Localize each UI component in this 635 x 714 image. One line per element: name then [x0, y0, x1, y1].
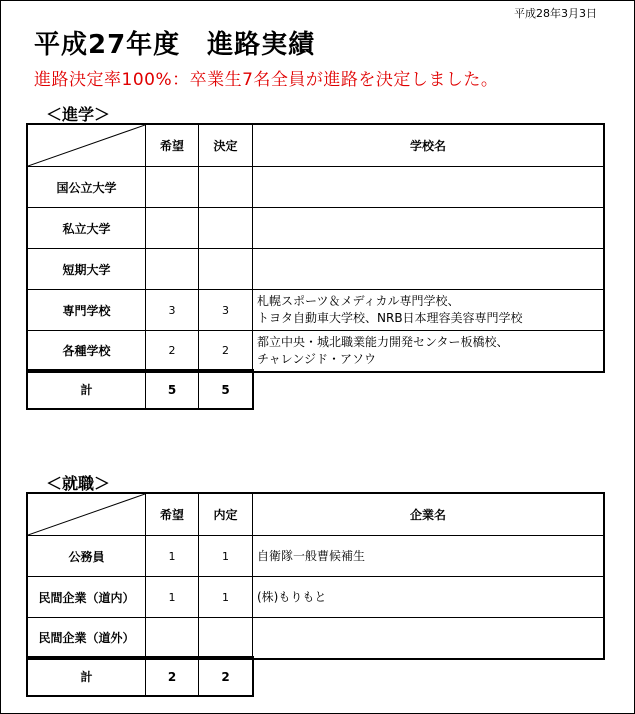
- advance-total-table: [26, 369, 254, 410]
- total-row: [27, 657, 253, 696]
- advance-header-decided: 決定: [199, 124, 253, 167]
- row-decided: [199, 249, 253, 290]
- row-hope: 1: [146, 577, 199, 618]
- row-hope: [146, 618, 199, 659]
- advance-heading: ＜進学＞: [46, 105, 111, 124]
- diagonal-line-icon: [28, 494, 145, 535]
- table-row: [27, 208, 604, 249]
- advance-table: [26, 123, 605, 373]
- row-label: 専門学校: [27, 290, 146, 331]
- table-row: [27, 618, 604, 659]
- row-names: 札幌スポーツ＆メディカル専門学校、 トヨタ自動車大学校、NRB日本理容美容専門学校: [253, 290, 605, 331]
- total-row: [27, 370, 253, 409]
- row-company: 自衛隊一般曹候補生: [253, 536, 605, 577]
- row-names: [253, 208, 605, 249]
- employment-corner-cell: [27, 493, 146, 536]
- row-company: [253, 618, 605, 659]
- employment-header-hope: 希望: [146, 493, 199, 536]
- table-row: [27, 577, 604, 618]
- row-label: 公務員: [27, 536, 146, 577]
- row-hope: [146, 208, 199, 249]
- diagonal-line-icon: [28, 125, 145, 166]
- row-decided: [199, 208, 253, 249]
- table-row: [27, 167, 604, 208]
- total-hope: 5: [146, 370, 199, 409]
- row-label: 各種学校: [27, 331, 146, 372]
- table-row: [27, 536, 604, 577]
- row-label: 民間企業（道外）: [27, 618, 146, 659]
- row-hope: 3: [146, 290, 199, 331]
- row-decided: 3: [199, 290, 253, 331]
- row-decided: [199, 167, 253, 208]
- employment-total-table: [26, 656, 254, 697]
- row-hope: [146, 167, 199, 208]
- employment-heading: ＜就職＞: [46, 474, 111, 493]
- row-label: 短期大学: [27, 249, 146, 290]
- page-subtitle: 進路決定率100%：卒業生7名全員が進路を決定しました。: [34, 70, 499, 90]
- row-decided: 1: [199, 536, 253, 577]
- total-label: 計: [27, 370, 146, 409]
- row-hope: 2: [146, 331, 199, 372]
- total-hope: 2: [146, 657, 199, 696]
- row-names: [253, 167, 605, 208]
- row-names: [253, 249, 605, 290]
- total-decided: 2: [199, 657, 254, 696]
- advance-header-school: 学校名: [253, 124, 605, 167]
- report-date: 平成28年3月3日: [514, 7, 597, 20]
- row-decided: 2: [199, 331, 253, 372]
- row-names: 都立中央・城北職業能力開発センター板橋校、 チャレンジド・アソウ: [253, 331, 605, 372]
- row-hope: [146, 249, 199, 290]
- row-label: 民間企業（道内）: [27, 577, 146, 618]
- row-label: 私立大学: [27, 208, 146, 249]
- advance-corner-cell: [27, 124, 146, 167]
- row-hope: 1: [146, 536, 199, 577]
- row-label: 国公立大学: [27, 167, 146, 208]
- page-title: 平成27年度 進路実績: [34, 30, 316, 60]
- employment-header-offer: 内定: [199, 493, 253, 536]
- employment-header-company: 企業名: [253, 493, 605, 536]
- total-decided: 5: [199, 370, 254, 409]
- total-label: 計: [27, 657, 146, 696]
- row-decided: [199, 618, 253, 659]
- row-decided: 1: [199, 577, 253, 618]
- table-row: [27, 290, 604, 331]
- employment-table: [26, 492, 605, 660]
- table-row: [27, 331, 604, 372]
- row-company: (株)もりもと: [253, 577, 605, 618]
- advance-header-hope: 希望: [146, 124, 199, 167]
- table-row: [27, 249, 604, 290]
